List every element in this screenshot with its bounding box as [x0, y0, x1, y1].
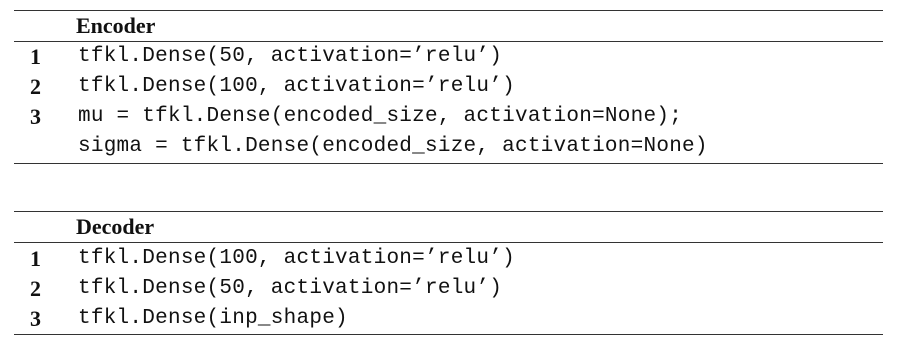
row-number: 2: [30, 74, 41, 99]
encoder-row: [14, 101, 883, 132]
decoder-row: [14, 273, 883, 304]
encoder-row: [14, 71, 883, 102]
row-number: 1: [30, 246, 41, 271]
code-line: tfkl.Dense(100, activation=’relu’): [78, 247, 515, 270]
decoder-bottom-rule: [14, 334, 883, 335]
decoder-row: [14, 243, 883, 274]
code-line: tfkl.Dense(50, activation=’relu’): [78, 277, 503, 300]
code-line: sigma = tfkl.Dense(encoded_size, activation=None): [78, 135, 708, 158]
code-line: tfkl.Dense(50, activation=’relu’): [78, 45, 503, 68]
decoder-header: Decoder: [76, 214, 155, 239]
code-line: tfkl.Dense(100, activation=’relu’): [78, 75, 515, 98]
row-number: 1: [30, 44, 41, 69]
encoder-header: Encoder: [76, 13, 156, 38]
row-number: 3: [30, 306, 41, 331]
row-number: 2: [30, 276, 41, 301]
code-line: tfkl.Dense(inp_shape): [78, 307, 348, 330]
decoder-row: [14, 303, 883, 334]
encoder-row: [14, 41, 883, 72]
code-line: mu = tfkl.Dense(encoded_size, activation=None);: [78, 105, 683, 128]
decoder-top-rule: [14, 211, 883, 212]
encoder-bottom-rule: [14, 163, 883, 164]
encoder-top-rule: [14, 10, 883, 11]
encoder-row: [14, 131, 883, 162]
row-number: 3: [30, 104, 41, 129]
